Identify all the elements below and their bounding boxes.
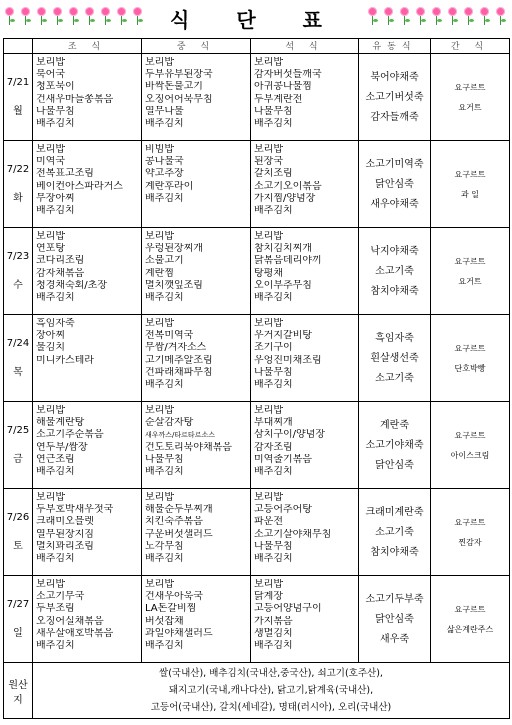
menu-item: 장아찌	[36, 330, 65, 342]
dinner-cell	[251, 315, 359, 402]
day-cell	[4, 228, 33, 315]
page-title: 식 단 표	[170, 8, 342, 32]
menu-item: 소고기무국	[36, 591, 85, 603]
menu-item: 배추김치	[254, 640, 293, 652]
snack-item: 요구르트	[454, 256, 486, 266]
header-dinner: 석 식	[251, 39, 359, 54]
menu-item: 배추김치	[145, 192, 184, 204]
day-weekday: 금	[13, 454, 23, 465]
menu-item: 파운전	[254, 516, 283, 528]
snack-item: 찐감자	[458, 537, 482, 547]
menu-item: 소고기추순볶음	[36, 429, 104, 441]
porridge-item: 소고기죽	[375, 526, 414, 538]
menu-item: 보리밥	[145, 231, 174, 242]
menu-item: 멸치깻잎조림	[145, 279, 203, 291]
menu-item: 계란찜	[145, 267, 174, 279]
day-row	[4, 141, 510, 228]
flower-icon	[461, 6, 476, 26]
snack-item: 요구르트	[454, 517, 486, 527]
porridge-item: 새우야채죽	[370, 198, 419, 210]
menu-item: 구운버섯샐러드	[145, 528, 213, 540]
menu-item: 연근조림	[36, 453, 75, 465]
origin-row	[4, 663, 510, 719]
menu-item: 나물무침	[254, 105, 293, 117]
menu-item: 생멸김치	[254, 627, 293, 639]
menu-item: 보리밥	[254, 144, 283, 155]
day-weekday: 목	[13, 367, 23, 378]
header-breakfast: 조 식	[33, 39, 142, 54]
snack-item: 요구르트	[454, 82, 486, 92]
menu-item: 청경채숙회/초장	[36, 279, 107, 291]
menu-item: 열무된장지짐	[36, 528, 94, 540]
porridge-item: 닭안심죽	[375, 178, 414, 190]
menu-item: 보리밥	[254, 492, 283, 503]
day-cell	[4, 489, 33, 576]
flower-icon	[365, 6, 380, 26]
flower-icon	[477, 6, 492, 26]
porridge-item: 새우죽	[380, 633, 409, 645]
menu-item: 건새우아욱국	[145, 591, 203, 603]
porridge-item: 소고기죽	[375, 265, 414, 277]
menu-item: 연두부/쌈장	[36, 441, 88, 453]
menu-item: 배추김치	[36, 205, 75, 217]
menu-item: 오징어실채볶음	[36, 615, 104, 627]
breakfast-cell	[33, 315, 142, 402]
menu-item: 배추김치	[145, 118, 184, 130]
menu-item: 된장국	[254, 156, 283, 168]
porridge-cell	[359, 228, 431, 315]
menu-item: 전복미역국	[145, 330, 194, 342]
header-porridge: 유동식	[359, 39, 431, 54]
menu-item: 보리밥	[145, 492, 174, 503]
menu-item: 배추김치	[36, 640, 75, 652]
menu-item: 건파래채파무침	[145, 366, 213, 378]
origin-text	[33, 663, 510, 719]
day-date: 7/25	[6, 425, 30, 436]
menu-item: 가지찜/양념장	[254, 192, 316, 204]
snack-cell	[431, 54, 510, 141]
menu-item: 연포탕	[36, 243, 65, 255]
menu-item: 해물계란탕	[36, 417, 85, 429]
flower-icon	[429, 6, 444, 26]
snack-cell	[431, 402, 510, 489]
menu-item: 보리밥	[36, 492, 65, 503]
menu-item: 배추김치	[145, 379, 184, 391]
breakfast-cell	[33, 228, 142, 315]
menu-item: 배추김치	[36, 292, 75, 304]
menu-item: 보리밥	[145, 579, 174, 590]
menu-item: 고등어양념구이	[254, 603, 322, 615]
menu-item: 청포묵이	[36, 81, 75, 93]
menu-item: 보리밥	[36, 231, 65, 242]
menu-item: 부대찌개	[254, 417, 293, 429]
menu-item: 두부유부된장국	[145, 69, 213, 81]
menu-item: 배추김치	[145, 553, 184, 565]
day-date: 7/23	[6, 251, 30, 262]
snack-cell	[431, 228, 510, 315]
menu-item: 보리밥	[145, 405, 174, 416]
porridge-item: 크래미계란죽	[365, 506, 424, 518]
menu-item: 나물무침	[36, 105, 75, 117]
menu-item: 소불고기	[145, 255, 184, 267]
menu-item: 배추김치	[254, 553, 293, 565]
menu-item: 보리밥	[254, 405, 283, 416]
snack-cell	[431, 576, 510, 663]
menu-item: 나물무침	[254, 540, 293, 552]
header	[0, 0, 512, 34]
snack-item: 요거트	[458, 276, 482, 286]
porridge-cell	[359, 315, 431, 402]
breakfast-cell	[33, 576, 142, 663]
menu-item: 크래미오믈렛	[36, 516, 94, 528]
menu-item: 두부계란전	[254, 93, 303, 105]
menu-item: 무쌈/겨자소스	[145, 342, 207, 354]
day-weekday: 화	[13, 193, 23, 204]
breakfast-cell	[33, 489, 142, 576]
day-row	[4, 54, 510, 141]
menu-item: 바싹돈불고기	[145, 81, 203, 93]
menu-item: 두부조림	[36, 603, 75, 615]
origin-line: 고등어(국내산), 갈치(세네갈), 명태(러시아), 오리(국내산)	[150, 702, 392, 713]
flower-icon	[445, 6, 460, 26]
header-day	[4, 39, 33, 54]
menu-item: 나물무침	[145, 453, 184, 465]
menu-item: 감자채볶음	[36, 267, 85, 279]
menu-item: 흑임자죽	[36, 318, 75, 329]
menu-item: 건새우마늘쫑볶음	[36, 93, 114, 105]
snack-item: 요구르트	[454, 169, 486, 179]
porridge-item: 닭안심죽	[375, 459, 414, 471]
menu-item: 비빔밥	[145, 144, 174, 155]
snack-item: 단호박빵	[454, 363, 486, 373]
snack-cell	[431, 141, 510, 228]
day-row	[4, 228, 510, 315]
porridge-item: 소고기야채죽	[365, 439, 424, 451]
snack-item: 요구르트	[454, 430, 486, 440]
menu-item: 보리밥	[36, 144, 65, 155]
day-weekday: 토	[13, 541, 23, 552]
menu-item: 치킨숙주볶음	[145, 516, 203, 528]
menu-item: 감자조림	[254, 441, 293, 453]
day-row	[4, 489, 510, 576]
day-weekday: 수	[13, 280, 23, 291]
menu-item: 미역줄기볶음	[254, 453, 312, 465]
table-header-row	[4, 39, 510, 54]
menu-item: 고등어추어탕	[254, 504, 312, 516]
snack-item: 요구르트	[454, 604, 486, 614]
lunch-cell	[142, 228, 251, 315]
menu-item: 베이컨아스파라거스	[36, 180, 123, 192]
menu-item: 두부호박새우젓국	[36, 504, 114, 516]
menu-item: 보리밥	[254, 231, 283, 242]
menu-item: 오이부추무침	[254, 279, 312, 291]
porridge-item: 감자들깨죽	[370, 111, 419, 123]
porridge-item: 계란죽	[380, 419, 409, 431]
menu-item: 고기메추알조림	[145, 354, 213, 366]
menu-item: 해물순두부찌개	[145, 504, 213, 516]
dinner-cell	[251, 228, 359, 315]
menu-item: 보리밥	[36, 579, 65, 590]
menu-item: 보리밥	[145, 57, 174, 68]
lunch-cell	[142, 141, 251, 228]
porridge-item: 소고기버섯죽	[365, 91, 424, 103]
porridge-item: 흰살생선죽	[370, 352, 419, 364]
flower-icon	[493, 6, 508, 26]
flower-icon	[381, 6, 396, 26]
menu-item: 배추김치	[145, 466, 184, 478]
menu-item: 탕평채	[254, 267, 283, 279]
menu-item: 미니카스테라	[36, 354, 94, 366]
day-date: 7/21	[6, 77, 30, 88]
day-cell	[4, 141, 33, 228]
menu-item: 참치김치찌개	[254, 243, 312, 255]
header-lunch: 중 식	[142, 39, 251, 54]
day-cell	[4, 54, 33, 141]
origin-label: 원산지	[4, 663, 33, 719]
menu-item: 감자버섯들깨국	[254, 69, 322, 81]
menu-item: 보리밥	[254, 579, 283, 590]
porridge-item: 소고기두부죽	[365, 593, 424, 605]
day-row	[4, 576, 510, 663]
day-cell	[4, 402, 33, 489]
menu-item: 배추김치	[254, 466, 293, 478]
day-row	[4, 402, 510, 489]
menu-item: 우렁된장찌개	[145, 243, 203, 255]
snack-cell	[431, 489, 510, 576]
dinner-cell	[251, 489, 359, 576]
menu-item: 물김치	[36, 342, 65, 354]
menu-item: 새우까스/타르타르소스	[145, 431, 215, 440]
day-date: 7/27	[6, 599, 30, 610]
snack-item: 아이스크림	[450, 450, 490, 460]
menu-item: 계란후라이	[145, 180, 194, 192]
porridge-cell	[359, 141, 431, 228]
menu-item: 전복표고조림	[36, 168, 94, 180]
porridge-item: 소고기죽	[375, 372, 414, 384]
porridge-item: 참치야채죽	[370, 285, 419, 297]
dinner-cell	[251, 54, 359, 141]
menu-item: 배추김치	[254, 292, 293, 304]
snack-item: 요구르트	[454, 343, 486, 353]
menu-item: 배추김치	[36, 466, 75, 478]
porridge-item: 낙지야채죽	[370, 245, 419, 257]
day-date: 7/26	[6, 512, 30, 523]
menu-item: 우거지갈비탕	[254, 330, 312, 342]
menu-item: 보리밥	[36, 57, 65, 68]
menu-item: 보리밥	[36, 405, 65, 416]
snack-item: 과 일	[461, 189, 479, 199]
menu-item: 약고추장	[145, 168, 184, 180]
porridge-item: 소고기미역죽	[365, 158, 424, 170]
day-row	[4, 315, 510, 402]
porridge-cell	[359, 54, 431, 141]
snack-item: 요거트	[458, 102, 482, 112]
flower-icon	[397, 6, 412, 26]
menu-item: 노각무침	[145, 540, 184, 552]
menu-item: 나물무침	[254, 366, 293, 378]
lunch-cell	[142, 315, 251, 402]
lunch-cell	[142, 576, 251, 663]
flower-decoration-right	[365, 5, 508, 27]
day-weekday: 월	[13, 106, 23, 117]
porridge-item: 닭안심죽	[375, 613, 414, 625]
menu-item: 갈치조림	[254, 168, 293, 180]
menu-item: 우엉진미채조림	[254, 354, 322, 366]
menu-item: 소고기살야채무침	[254, 528, 332, 540]
menu-item: 배추김치	[254, 118, 293, 130]
lunch-cell	[142, 54, 251, 141]
menu-item: 소고기오이볶음	[254, 180, 322, 192]
menu-item: 북어국	[36, 69, 65, 81]
breakfast-cell	[33, 54, 142, 141]
porridge-cell	[359, 402, 431, 489]
menu-item: 배추김치	[145, 292, 184, 304]
menu-item: 새우살애호박볶음	[36, 627, 114, 639]
menu-item: 아귀콩나물찜	[254, 81, 312, 93]
menu-item: LA돈갈비찜	[145, 603, 197, 615]
menu-item: 삼치구이/양념장	[254, 429, 325, 441]
origin-line: 돼지고기(국내,캐나다산), 닭고기,닭계육(국내산),	[168, 685, 374, 696]
dinner-cell	[251, 402, 359, 489]
menu-item: 순살감자탕	[145, 417, 194, 429]
day-cell	[4, 576, 33, 663]
menu-item: 보리밥	[254, 57, 283, 68]
origin-line: 쌀(국내산), 배추김치(국내산,중국산), 쇠고기(호주산),	[159, 668, 383, 679]
day-weekday: 일	[13, 628, 23, 639]
lunch-cell	[142, 402, 251, 489]
flower-icon	[413, 6, 428, 26]
menu-item: 열무나물	[145, 105, 184, 117]
porridge-item: 흑임자죽	[375, 332, 414, 344]
menu-item: 닭볶음데리야끼	[254, 255, 322, 267]
header-snack: 간 식	[431, 39, 510, 54]
menu-item: 닭계장	[254, 591, 283, 603]
menu-item: 가지볶음	[254, 615, 293, 627]
day-date: 7/24	[6, 338, 30, 349]
menu-item: 오징어어묵무침	[145, 93, 213, 105]
menu-item: 배추김치	[36, 553, 75, 565]
menu-item: 버섯잡채	[145, 615, 184, 627]
menu-item: 배추김치	[254, 205, 293, 217]
menu-item: 건도토리묵야채볶음	[145, 441, 232, 453]
menu-item: 미역국	[36, 156, 65, 168]
lunch-cell	[142, 489, 251, 576]
menu-item: 멸치꽈리조림	[36, 540, 94, 552]
snack-cell	[431, 315, 510, 402]
dinner-cell	[251, 141, 359, 228]
porridge-item: 참치야채죽	[370, 546, 419, 558]
dinner-cell	[251, 576, 359, 663]
porridge-cell	[359, 576, 431, 663]
menu-table	[3, 38, 510, 719]
menu-item: 콩나물국	[145, 156, 184, 168]
menu-item: 배추김치	[145, 640, 184, 652]
menu-body	[4, 54, 510, 663]
menu-item: 보리밥	[145, 318, 174, 329]
menu-item: 조기구이	[254, 342, 293, 354]
menu-item: 과일야채샐러드	[145, 627, 213, 639]
breakfast-cell	[33, 402, 142, 489]
menu-item: 배추김치	[36, 118, 75, 130]
snack-item: 삶은계란주스	[446, 624, 494, 634]
menu-item: 코다리조림	[36, 255, 85, 267]
breakfast-cell	[33, 141, 142, 228]
day-cell	[4, 315, 33, 402]
menu-item: 배추김치	[254, 379, 293, 391]
menu-item: 보리밥	[254, 318, 283, 329]
menu-item: 무장아찌	[36, 192, 75, 204]
porridge-item: 북어야채죽	[370, 71, 419, 83]
day-date: 7/22	[6, 164, 30, 175]
porridge-cell	[359, 489, 431, 576]
